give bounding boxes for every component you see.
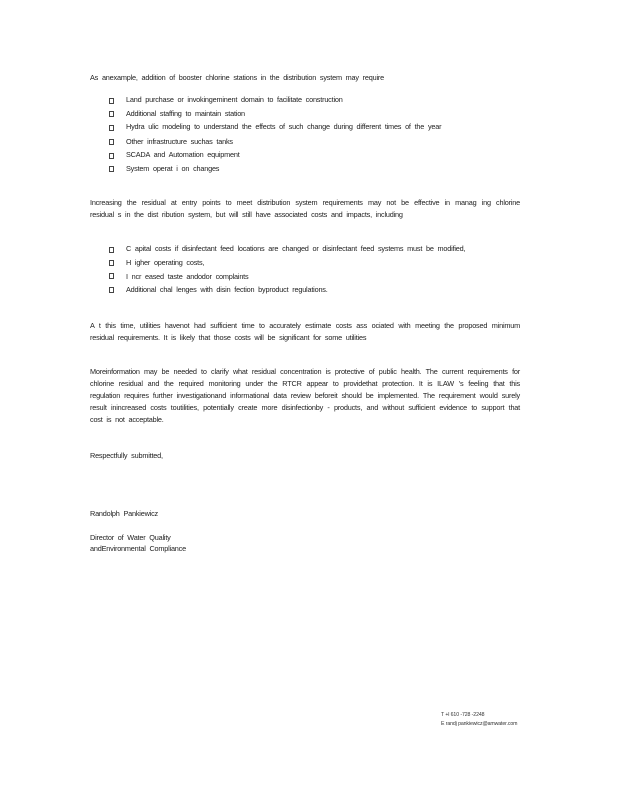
- bullet-box-icon: [109, 260, 114, 266]
- bullet-box-icon: [109, 139, 114, 145]
- list-item: Additional staffing to maintain station: [109, 108, 519, 120]
- list-item: Other infrastructure suchas tanks: [109, 136, 519, 148]
- bullet-box-icon: [109, 125, 114, 131]
- contact-email: E randj pankiewicz@amwater.com: [441, 721, 518, 727]
- intro-paragraph: As anexample, addition of booster chlorine stations in the distribution system may require: [90, 73, 384, 82]
- list-item: Additional chal lenges with disin fection byproduct regulations.: [109, 283, 519, 297]
- impacts-list: [109, 243, 519, 297]
- bullet-box-icon: [109, 247, 114, 253]
- signature-name: Randolph Pankiewicz: [90, 509, 158, 518]
- contact-phone: T +l 610 -728 -2248: [441, 712, 485, 718]
- timing-paragraph: A t this time, utilities havenot had sufficient time to accurately estimate costs ass ociated with meeting the proposed minimum residual requirements. It is likely that those costs will be significant for some utilities: [90, 321, 520, 342]
- list-item: H igher operating costs,: [109, 256, 519, 270]
- bullet-box-icon: [109, 166, 114, 172]
- list-item: System operat i on changes: [109, 163, 519, 175]
- information-paragraph: Moreinformation may be needed to clarify what residual concentration is protective of public health. The current requirements for chlorine residual and the required monitoring under the RTCR appear to providethat protection. It is ILAW 's feeling that this regulation requires further investigationand informational data review beforeit should be implemented. The requirement would surely result inincreased costs toutilities, potentially create more disinfectionby - products, and without sufficient evidence to support that cost is not acceptable.: [90, 367, 520, 424]
- requirements-list: [109, 94, 519, 176]
- list-item: I ncr eased taste andodor complaints: [109, 270, 519, 284]
- bullet-box-icon: [109, 287, 114, 293]
- list-item: Land purchase or invokingeminent domain to facilitate construction: [109, 94, 519, 106]
- signature-title-2: andEnvironmental Compliance: [90, 544, 186, 553]
- list-item: SCADA and Automation equipment: [109, 149, 519, 161]
- list-item: C apital costs if disinfectant feed locations are changed or disinfectant feed systems must be modified,: [109, 243, 519, 254]
- bullet-box-icon: [109, 98, 114, 104]
- list-item: Hydra ulic modeling to understand the effects of such change during different times of the year: [109, 121, 519, 134]
- closing-text: Respectfully submitted,: [90, 451, 163, 460]
- bullet-box-icon: [109, 153, 114, 159]
- signature-title-1: Director of Water Quality: [90, 533, 171, 542]
- bullet-box-icon: [109, 273, 114, 279]
- bullet-box-icon: [109, 111, 114, 117]
- residual-paragraph: Increasing the residual at entry points to meet distribution system requirements may not be effective in manag ing chlorine residual s in the dist ribution system, but will still have associated costs and impacts, including: [90, 198, 520, 219]
